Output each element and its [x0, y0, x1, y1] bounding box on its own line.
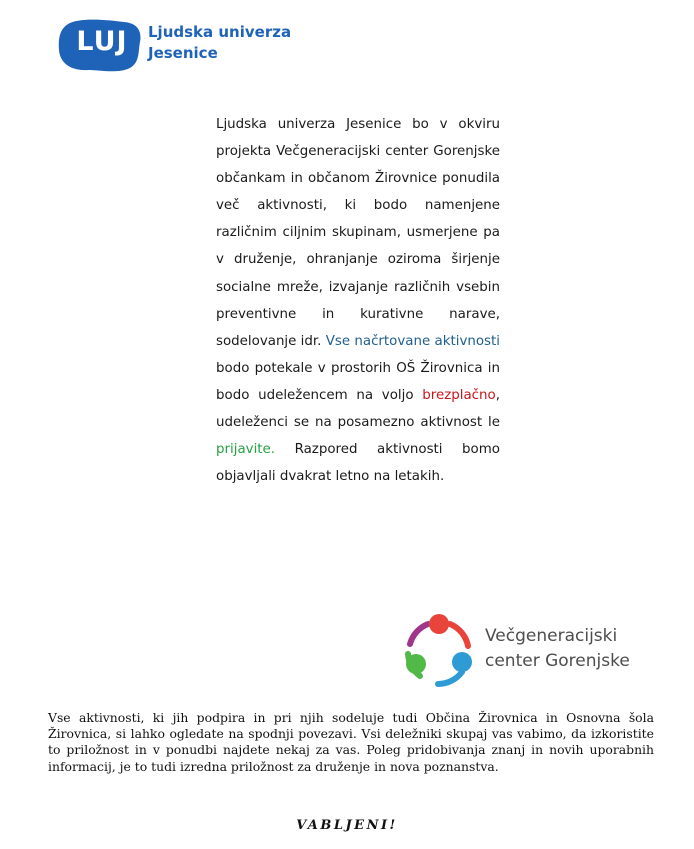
- luj-logo: [58, 18, 303, 74]
- vgc-name-line1: Večgeneracijski: [485, 626, 618, 646]
- highlight-signup: prijavite.: [216, 442, 276, 458]
- intro-paragraph: [216, 111, 500, 490]
- closing-invitation: VABLJENI!: [296, 818, 398, 833]
- vgc-logo: [398, 612, 658, 692]
- highlight-free: brezplačno: [422, 387, 496, 403]
- org-name-line2: Jesenice: [148, 44, 218, 62]
- body-paragraph: Vse aktivnosti, ki jih podpira in pri njih sodeluje tudi Občina Žirovnica in Osnovna šola Žirovnica, si lahko ogledate na spodnji povezavi. Vsi deležniki skupaj vas vabimo, da izkoristite to priložnost in v ponudbi najdete nekaj za vas. Poleg pridobivanja znanj in novih uporabnih informacij, je to tudi izredna priložnost za druženje in nova poznanstva.: [48, 710, 654, 774]
- vgc-name-line2: center Gorenjske: [485, 651, 630, 671]
- org-name-line1: Ljudska univerza: [148, 23, 292, 41]
- org-name: [148, 22, 291, 64]
- intro-part4: Razpored aktivnosti bomo objavljali dvakrat letno na letakih.: [216, 442, 500, 485]
- vgc-name: [485, 624, 630, 674]
- intro-part3: , udeleženci se na posamezno aktivnost le: [216, 387, 500, 431]
- intro-part2: bodo potekale v prostorih OŠ Žirovnica in bodo udeležencem na voljo: [216, 360, 500, 403]
- luj-logo-mark: LUJ: [76, 26, 128, 57]
- highlight-activities: Vse načrtovane aktivnosti: [325, 333, 500, 349]
- vgc-people-icon: [398, 612, 478, 692]
- intro-part1: Ljudska univerza Jesenice bo v okviru projekta Večgeneracijski center Gorenjske občankam in občanom Žirovnice ponudila več aktivnosti, ki bodo namenjene različnim ciljnim skupinam, usmerjene pa v druženje, ohranjanje oziroma širjenje socialne mreže, izvajanje različnih vsebin preventivne in kurativne narave, sodelovanje idr.: [216, 117, 500, 349]
